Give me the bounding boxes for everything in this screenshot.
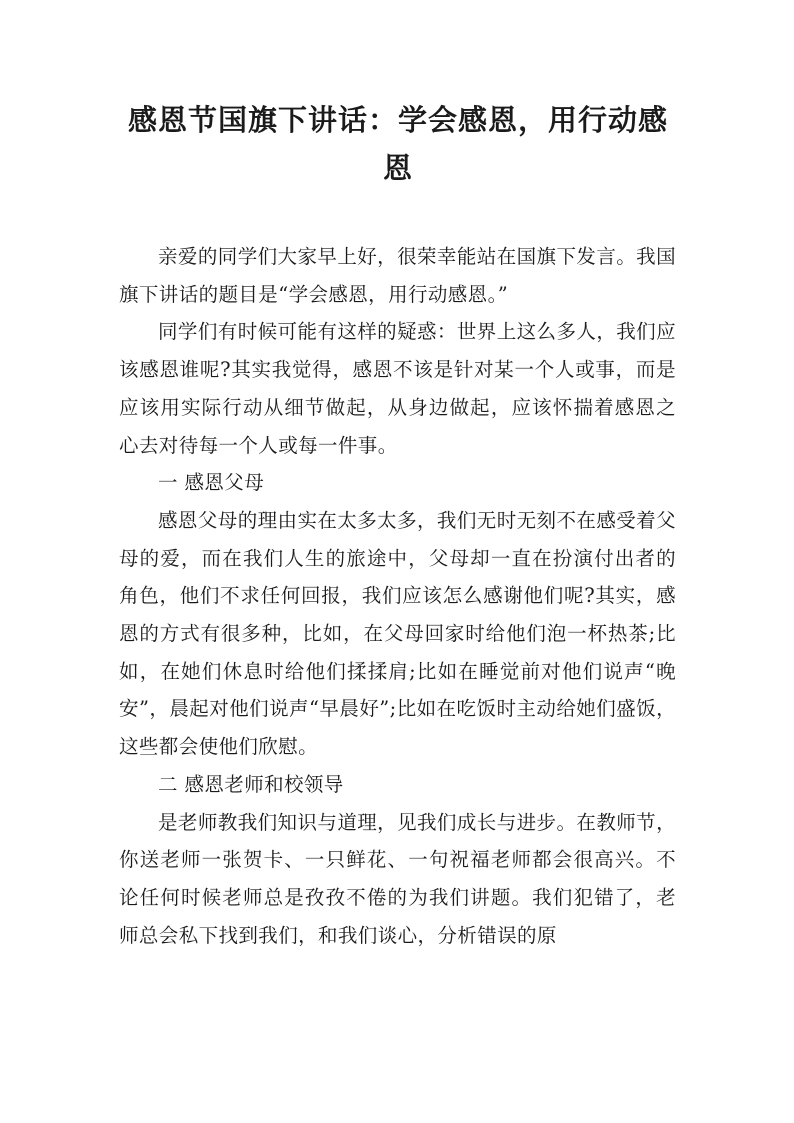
section-heading-parents: 一 感恩父母 <box>158 471 265 495</box>
paragraph-question: 同学们有时候可能有这样的疑惑：世界上这么多人，我们应该感恩谁呢?其实我觉得，感恩不该是针对某一个人或事，而是应该用实际行动从细节做起，从身边做起，应该怀揣着感恩之心去对待每一个人或每一件事。 <box>119 320 676 457</box>
document-body <box>119 238 676 954</box>
paragraph-teachers: 是老师教我们知识与道理，见我们成长与进步。在教师节，你送老师一张贺卡、一只鲜花、一句祝福老师都会很高兴。不论任何时候老师总是孜孜不倦的为我们讲题。我们犯错了，老师总会私下找到我们，和我们谈心，分析错误的原 <box>119 810 676 947</box>
paragraph-greeting: 亲爱的同学们大家早上好，很荣幸能站在国旗下发言。我国旗下讲话的题目是“学会感恩，用行动感恩。” <box>119 245 676 306</box>
document-title: 感恩节国旗下讲话：学会感恩，用行动感恩 <box>127 103 668 185</box>
section-heading-teachers: 二 感恩老师和校领导 <box>158 772 344 796</box>
paragraph-parents: 感恩父母的理由实在太多太多，我们无时无刻不在感受着父母的爱，而在我们人生的旅途中，父母却一直在扮演付出者的角色，他们不求任何回报，我们应该怎么感谢他们呢?其实，感恩的方式有很多种，比如，在父母回家时给他们泡一杯热茶;比如，在她们休息时给他们揉揉肩;比如在睡觉前对他们说声“晚安”，晨起对他们说声“早晨好”;比如在吃饭时主动给她们盛饭，这些都会使他们欣慰。 <box>119 508 676 759</box>
